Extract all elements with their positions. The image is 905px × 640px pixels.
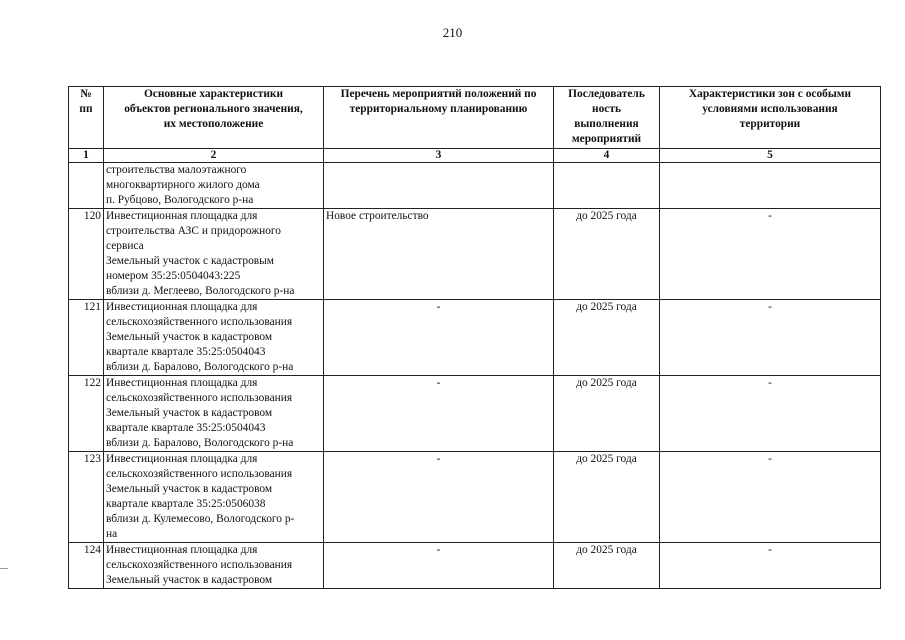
header-cell <box>554 87 660 149</box>
description-line: Земельный участок в кадастровом <box>106 574 273 586</box>
header-line: № <box>80 88 92 100</box>
special-zone-characteristics: - <box>660 376 881 452</box>
header-line: их местоположение <box>163 118 264 130</box>
description-line: сельскохозяйственного использования <box>106 392 293 404</box>
description-line: п. Рубцово, Вологодского р-на <box>106 194 254 206</box>
description-line: Инвестиционная площадка для <box>106 377 258 389</box>
description-line: квартале квартале 35:25:0506038 <box>106 498 266 510</box>
description-line: сельскохозяйственного использования <box>106 468 293 480</box>
header-cell <box>324 87 554 149</box>
header-cell <box>69 87 104 149</box>
header-line: выполнения <box>574 118 639 130</box>
table-row <box>69 452 881 543</box>
table-row <box>69 376 881 452</box>
object-description <box>104 209 324 300</box>
column-number: 3 <box>324 149 554 163</box>
header-line: объектов регионального значения, <box>124 103 303 115</box>
description-line: Земельный участок в кадастровом <box>106 407 273 419</box>
description-line: квартале квартале 35:25:0504043 <box>106 422 266 434</box>
page-number: 210 <box>442 25 463 40</box>
planning-measure: - <box>324 300 554 376</box>
header-line: Характеристики зон с особыми <box>688 88 852 100</box>
execution-sequence: до 2025 года <box>554 452 660 543</box>
table-body <box>69 163 881 589</box>
table-row <box>69 163 881 209</box>
column-number: 5 <box>660 149 881 163</box>
description-line: квартале квартале 35:25:0504043 <box>106 346 266 358</box>
column-number: 2 <box>104 149 324 163</box>
object-description <box>104 300 324 376</box>
object-description <box>104 543 324 589</box>
row-number: 120 <box>69 209 104 300</box>
table-row <box>69 209 881 300</box>
object-description <box>104 452 324 543</box>
description-line: сервиса <box>106 240 144 252</box>
header-line: Перечень мероприятий положений по <box>340 88 537 100</box>
description-line: вблизи д. Кулемесово, Вологодского р- <box>106 513 295 525</box>
objects-table <box>68 86 881 589</box>
table-row <box>69 543 881 589</box>
table-header-row <box>69 87 881 149</box>
row-number <box>69 163 104 209</box>
column-number: 1 <box>69 149 104 163</box>
header-line: территориальному планированию <box>349 103 528 115</box>
description-line: сельскохозяйственного использования <box>106 316 293 328</box>
header-line: условиями использования <box>702 103 838 115</box>
description-line: сельскохозяйственного использования <box>106 559 293 571</box>
special-zone-characteristics: - <box>660 209 881 300</box>
row-number: 123 <box>69 452 104 543</box>
header-line: мероприятий <box>571 133 642 145</box>
row-number: 121 <box>69 300 104 376</box>
special-zone-characteristics: - <box>660 543 881 589</box>
header-line: территории <box>739 118 801 130</box>
description-line: номером 35:25:0504043:225 <box>106 270 241 282</box>
description-line: Инвестиционная площадка для <box>106 301 258 313</box>
description-line: вблизи д. Баралово, Вологодского р-на <box>106 361 294 373</box>
object-description <box>104 376 324 452</box>
description-line: Земельный участок в кадастровом <box>106 483 273 495</box>
margin-mark <box>0 568 8 569</box>
description-line: вблизи д. Меглеево, Вологодского р-на <box>106 285 295 297</box>
column-number-row <box>69 149 881 163</box>
description-line: Инвестиционная площадка для <box>106 544 258 556</box>
header-line: пп <box>79 103 93 115</box>
special-zone-characteristics: - <box>660 300 881 376</box>
description-line: многоквартирного жилого дома <box>106 179 260 191</box>
description-line: Земельный участок в кадастровом <box>106 331 273 343</box>
row-number: 122 <box>69 376 104 452</box>
header-line: ность <box>592 103 621 115</box>
execution-sequence: до 2025 года <box>554 300 660 376</box>
column-number: 4 <box>554 149 660 163</box>
row-number: 124 <box>69 543 104 589</box>
execution-sequence: до 2025 года <box>554 209 660 300</box>
object-description <box>104 163 324 209</box>
header-line: Основные характеристики <box>143 88 284 100</box>
planning-measure <box>324 163 554 209</box>
description-line: Инвестиционная площадка для <box>106 210 258 222</box>
header-line: Последователь <box>568 88 645 100</box>
description-line: вблизи д. Баралово, Вологодского р-на <box>106 437 294 449</box>
execution-sequence <box>554 163 660 209</box>
description-line: Земельный участок с кадастровым <box>106 255 275 267</box>
header-cell <box>660 87 881 149</box>
planning-measure: - <box>324 543 554 589</box>
special-zone-characteristics <box>660 163 881 209</box>
execution-sequence: до 2025 года <box>554 543 660 589</box>
header-cell <box>104 87 324 149</box>
planning-measure: - <box>324 452 554 543</box>
description-line: на <box>106 528 118 540</box>
special-zone-characteristics: - <box>660 452 881 543</box>
execution-sequence: до 2025 года <box>554 376 660 452</box>
table-row <box>69 300 881 376</box>
description-line: строительства малоэтажного <box>106 164 247 176</box>
description-line: Инвестиционная площадка для <box>106 453 258 465</box>
description-line: строительства АЗС и придорожного <box>106 225 282 237</box>
planning-measure: - <box>324 376 554 452</box>
planning-measure: Новое строительство <box>324 209 554 300</box>
